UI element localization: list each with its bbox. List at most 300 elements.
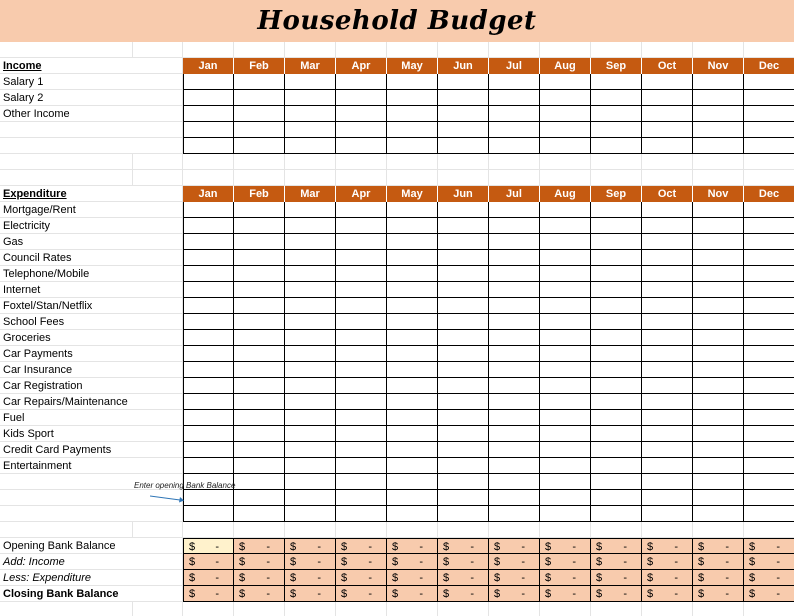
expenditure-oct-cell[interactable] — [642, 458, 693, 474]
income-sep-cell[interactable] — [591, 138, 642, 154]
expenditure-sep-cell[interactable] — [591, 458, 642, 474]
expenditure-mar-cell[interactable] — [285, 458, 336, 474]
expenditure-nov-cell[interactable] — [693, 330, 744, 346]
expenditure-aug-cell[interactable] — [540, 426, 591, 442]
blank-cell[interactable] — [693, 522, 744, 538]
expenditure-aug-cell[interactable] — [540, 282, 591, 298]
expenditure-feb-cell[interactable] — [234, 314, 285, 330]
expenditure-jun-cell[interactable] — [438, 442, 489, 458]
expenditure-mar-cell[interactable] — [285, 314, 336, 330]
income-apr-cell[interactable] — [336, 122, 387, 138]
expenditure-oct-cell[interactable] — [642, 346, 693, 362]
expenditure-jan-cell[interactable] — [183, 266, 234, 282]
expenditure-sep-cell[interactable] — [591, 394, 642, 410]
blank-cell[interactable] — [489, 42, 540, 58]
expenditure-dec-cell[interactable] — [744, 426, 794, 442]
income-dec-cell[interactable] — [744, 74, 794, 90]
blank-cell[interactable] — [744, 154, 794, 170]
blank-cell[interactable] — [693, 42, 744, 58]
balance-apr-cell[interactable] — [336, 538, 387, 554]
expenditure-jun-cell[interactable] — [438, 202, 489, 218]
income-jul-cell[interactable] — [489, 74, 540, 90]
expenditure-jan-cell[interactable] — [183, 490, 234, 506]
income-jan-cell[interactable] — [183, 106, 234, 122]
expenditure-mar-cell[interactable] — [285, 394, 336, 410]
expenditure-may-cell[interactable] — [387, 314, 438, 330]
expenditure-sep-cell[interactable] — [591, 298, 642, 314]
expenditure-may-cell[interactable] — [387, 202, 438, 218]
expenditure-apr-cell[interactable] — [336, 506, 387, 522]
expenditure-aug-cell[interactable] — [540, 490, 591, 506]
blank-cell[interactable] — [0, 170, 133, 186]
income-jun-cell[interactable] — [438, 90, 489, 106]
income-aug-cell[interactable] — [540, 138, 591, 154]
income-feb-cell[interactable] — [234, 122, 285, 138]
income-may-cell[interactable] — [387, 90, 438, 106]
income-aug-cell[interactable] — [540, 90, 591, 106]
blank-cell[interactable] — [0, 42, 133, 58]
expenditure-nov-cell[interactable] — [693, 218, 744, 234]
expenditure-mar-cell[interactable] — [285, 330, 336, 346]
blank-cell[interactable] — [438, 522, 489, 538]
blank-cell[interactable] — [540, 170, 591, 186]
expenditure-feb-cell[interactable] — [234, 410, 285, 426]
expenditure-sep-cell[interactable] — [591, 202, 642, 218]
expenditure-nov-cell[interactable] — [693, 282, 744, 298]
blank-cell[interactable] — [438, 602, 489, 616]
expenditure-feb-cell[interactable] — [234, 346, 285, 362]
expenditure-jan-cell[interactable] — [183, 250, 234, 266]
expenditure-mar-cell[interactable] — [285, 218, 336, 234]
expenditure-jul-cell[interactable] — [489, 346, 540, 362]
blank-cell[interactable] — [744, 602, 794, 616]
income-mar-cell[interactable] — [285, 138, 336, 154]
balance-jun-cell[interactable] — [438, 538, 489, 554]
income-oct-cell[interactable] — [642, 74, 693, 90]
expenditure-mar-cell[interactable] — [285, 346, 336, 362]
blank-cell[interactable] — [234, 522, 285, 538]
expenditure-mar-cell[interactable] — [285, 298, 336, 314]
income-nov-cell[interactable] — [693, 106, 744, 122]
income-jul-cell[interactable] — [489, 90, 540, 106]
expenditure-feb-cell[interactable] — [234, 202, 285, 218]
expenditure-apr-cell[interactable] — [336, 330, 387, 346]
expenditure-apr-cell[interactable] — [336, 266, 387, 282]
expenditure-apr-cell[interactable] — [336, 298, 387, 314]
income-feb-cell[interactable] — [234, 106, 285, 122]
blank-cell[interactable] — [489, 522, 540, 538]
expenditure-oct-cell[interactable] — [642, 362, 693, 378]
income-jun-cell[interactable] — [438, 74, 489, 90]
income-jan-cell[interactable] — [183, 122, 234, 138]
income-apr-cell[interactable] — [336, 106, 387, 122]
expenditure-aug-cell[interactable] — [540, 298, 591, 314]
income-dec-cell[interactable] — [744, 90, 794, 106]
expenditure-may-cell[interactable] — [387, 474, 438, 490]
expenditure-nov-cell[interactable] — [693, 490, 744, 506]
expenditure-jul-cell[interactable] — [489, 490, 540, 506]
expenditure-jul-cell[interactable] — [489, 378, 540, 394]
expenditure-apr-cell[interactable] — [336, 202, 387, 218]
expenditure-sep-cell[interactable] — [591, 314, 642, 330]
expenditure-dec-cell[interactable] — [744, 282, 794, 298]
blank-cell[interactable] — [234, 170, 285, 186]
expenditure-may-cell[interactable] — [387, 378, 438, 394]
blank-cell[interactable] — [234, 154, 285, 170]
expenditure-feb-cell[interactable] — [234, 458, 285, 474]
income-mar-cell[interactable] — [285, 74, 336, 90]
expenditure-apr-cell[interactable] — [336, 346, 387, 362]
balance-nov-cell[interactable] — [693, 538, 744, 554]
expenditure-oct-cell[interactable] — [642, 202, 693, 218]
expenditure-feb-cell[interactable] — [234, 394, 285, 410]
expenditure-dec-cell[interactable] — [744, 218, 794, 234]
expenditure-sep-cell[interactable] — [591, 442, 642, 458]
blank-cell[interactable] — [133, 154, 183, 170]
expenditure-may-cell[interactable] — [387, 218, 438, 234]
expenditure-sep-cell[interactable] — [591, 362, 642, 378]
blank-cell[interactable] — [285, 522, 336, 538]
income-jan-cell[interactable] — [183, 74, 234, 90]
expenditure-jul-cell[interactable] — [489, 218, 540, 234]
expenditure-mar-cell[interactable] — [285, 426, 336, 442]
expenditure-feb-cell[interactable] — [234, 506, 285, 522]
expenditure-dec-cell[interactable] — [744, 202, 794, 218]
expenditure-dec-cell[interactable] — [744, 490, 794, 506]
expenditure-oct-cell[interactable] — [642, 218, 693, 234]
expenditure-jan-cell[interactable] — [183, 410, 234, 426]
expenditure-may-cell[interactable] — [387, 362, 438, 378]
expenditure-jun-cell[interactable] — [438, 314, 489, 330]
expenditure-mar-cell[interactable] — [285, 234, 336, 250]
expenditure-dec-cell[interactable] — [744, 298, 794, 314]
expenditure-apr-cell[interactable] — [336, 458, 387, 474]
expenditure-jan-cell[interactable] — [183, 506, 234, 522]
expenditure-dec-cell[interactable] — [744, 378, 794, 394]
expenditure-jun-cell[interactable] — [438, 346, 489, 362]
blank-cell[interactable] — [744, 522, 794, 538]
expenditure-mar-cell[interactable] — [285, 474, 336, 490]
expenditure-apr-cell[interactable] — [336, 250, 387, 266]
income-apr-cell[interactable] — [336, 138, 387, 154]
blank-cell[interactable] — [642, 154, 693, 170]
blank-cell[interactable] — [540, 42, 591, 58]
expenditure-jun-cell[interactable] — [438, 250, 489, 266]
expenditure-sep-cell[interactable] — [591, 330, 642, 346]
expenditure-feb-cell[interactable] — [234, 442, 285, 458]
income-dec-cell[interactable] — [744, 122, 794, 138]
expenditure-oct-cell[interactable] — [642, 442, 693, 458]
blank-cell[interactable] — [133, 602, 183, 616]
expenditure-aug-cell[interactable] — [540, 458, 591, 474]
expenditure-sep-cell[interactable] — [591, 474, 642, 490]
expenditure-aug-cell[interactable] — [540, 330, 591, 346]
expenditure-sep-cell[interactable] — [591, 426, 642, 442]
expenditure-mar-cell[interactable] — [285, 378, 336, 394]
blank-cell[interactable] — [0, 602, 133, 616]
expenditure-apr-cell[interactable] — [336, 234, 387, 250]
income-oct-cell[interactable] — [642, 106, 693, 122]
expenditure-feb-cell[interactable] — [234, 282, 285, 298]
blank-cell[interactable] — [336, 42, 387, 58]
expenditure-mar-cell[interactable] — [285, 410, 336, 426]
expenditure-apr-cell[interactable] — [336, 426, 387, 442]
expenditure-mar-cell[interactable] — [285, 506, 336, 522]
income-may-cell[interactable] — [387, 122, 438, 138]
income-mar-cell[interactable] — [285, 122, 336, 138]
expenditure-jun-cell[interactable] — [438, 426, 489, 442]
blank-cell[interactable] — [183, 602, 234, 616]
expenditure-dec-cell[interactable] — [744, 346, 794, 362]
expenditure-aug-cell[interactable] — [540, 474, 591, 490]
expenditure-may-cell[interactable] — [387, 458, 438, 474]
expenditure-jan-cell[interactable] — [183, 394, 234, 410]
blank-cell[interactable] — [285, 602, 336, 616]
expenditure-apr-cell[interactable] — [336, 314, 387, 330]
expenditure-aug-cell[interactable] — [540, 234, 591, 250]
blank-cell[interactable] — [489, 602, 540, 616]
income-nov-cell[interactable] — [693, 90, 744, 106]
expenditure-nov-cell[interactable] — [693, 234, 744, 250]
expenditure-may-cell[interactable] — [387, 506, 438, 522]
blank-cell[interactable] — [591, 170, 642, 186]
blank-cell[interactable] — [438, 154, 489, 170]
income-mar-cell[interactable] — [285, 90, 336, 106]
expenditure-nov-cell[interactable] — [693, 266, 744, 282]
expenditure-feb-cell[interactable] — [234, 266, 285, 282]
income-oct-cell[interactable] — [642, 90, 693, 106]
expenditure-dec-cell[interactable] — [744, 314, 794, 330]
expenditure-jul-cell[interactable] — [489, 298, 540, 314]
expenditure-mar-cell[interactable] — [285, 266, 336, 282]
expenditure-jun-cell[interactable] — [438, 410, 489, 426]
blank-cell[interactable] — [183, 170, 234, 186]
blank-cell[interactable] — [387, 170, 438, 186]
blank-cell[interactable] — [133, 522, 183, 538]
expenditure-jan-cell[interactable] — [183, 346, 234, 362]
expenditure-feb-cell[interactable] — [234, 218, 285, 234]
balance-may-cell[interactable] — [387, 538, 438, 554]
blank-cell[interactable] — [591, 42, 642, 58]
expenditure-jul-cell[interactable] — [489, 474, 540, 490]
income-sep-cell[interactable] — [591, 90, 642, 106]
expenditure-may-cell[interactable] — [387, 394, 438, 410]
expenditure-nov-cell[interactable] — [693, 378, 744, 394]
blank-cell[interactable] — [234, 42, 285, 58]
expenditure-jun-cell[interactable] — [438, 474, 489, 490]
income-feb-cell[interactable] — [234, 90, 285, 106]
expenditure-oct-cell[interactable] — [642, 330, 693, 346]
blank-cell[interactable] — [744, 42, 794, 58]
income-nov-cell[interactable] — [693, 122, 744, 138]
blank-cell[interactable] — [540, 154, 591, 170]
expenditure-jul-cell[interactable] — [489, 234, 540, 250]
expenditure-may-cell[interactable] — [387, 410, 438, 426]
balance-aug-cell[interactable] — [540, 538, 591, 554]
income-may-cell[interactable] — [387, 138, 438, 154]
blank-cell[interactable] — [693, 170, 744, 186]
income-oct-cell[interactable] — [642, 138, 693, 154]
blank-cell[interactable] — [387, 154, 438, 170]
income-jul-cell[interactable] — [489, 106, 540, 122]
income-sep-cell[interactable] — [591, 106, 642, 122]
blank-cell[interactable] — [183, 522, 234, 538]
expenditure-jul-cell[interactable] — [489, 362, 540, 378]
balance-oct-cell[interactable] — [642, 538, 693, 554]
expenditure-jul-cell[interactable] — [489, 506, 540, 522]
expenditure-dec-cell[interactable] — [744, 506, 794, 522]
expenditure-jan-cell[interactable] — [183, 298, 234, 314]
income-feb-cell[interactable] — [234, 74, 285, 90]
income-jul-cell[interactable] — [489, 122, 540, 138]
income-dec-cell[interactable] — [744, 106, 794, 122]
income-jun-cell[interactable] — [438, 106, 489, 122]
expenditure-mar-cell[interactable] — [285, 250, 336, 266]
expenditure-jun-cell[interactable] — [438, 330, 489, 346]
expenditure-mar-cell[interactable] — [285, 442, 336, 458]
blank-cell[interactable] — [133, 42, 183, 58]
blank-cell[interactable] — [387, 522, 438, 538]
expenditure-sep-cell[interactable] — [591, 282, 642, 298]
blank-cell[interactable] — [285, 170, 336, 186]
blank-cell[interactable] — [285, 154, 336, 170]
expenditure-dec-cell[interactable] — [744, 458, 794, 474]
expenditure-sep-cell[interactable] — [591, 266, 642, 282]
expenditure-aug-cell[interactable] — [540, 250, 591, 266]
expenditure-oct-cell[interactable] — [642, 282, 693, 298]
expenditure-may-cell[interactable] — [387, 426, 438, 442]
blank-cell[interactable] — [0, 154, 133, 170]
expenditure-apr-cell[interactable] — [336, 218, 387, 234]
expenditure-feb-cell[interactable] — [234, 298, 285, 314]
blank-cell[interactable] — [0, 522, 133, 538]
blank-cell[interactable] — [591, 154, 642, 170]
blank-cell[interactable] — [234, 602, 285, 616]
blank-cell[interactable] — [489, 170, 540, 186]
expenditure-jul-cell[interactable] — [489, 282, 540, 298]
expenditure-oct-cell[interactable] — [642, 298, 693, 314]
expenditure-nov-cell[interactable] — [693, 394, 744, 410]
expenditure-nov-cell[interactable] — [693, 426, 744, 442]
expenditure-may-cell[interactable] — [387, 346, 438, 362]
blank-cell[interactable] — [183, 42, 234, 58]
expenditure-apr-cell[interactable] — [336, 362, 387, 378]
income-may-cell[interactable] — [387, 106, 438, 122]
expenditure-apr-cell[interactable] — [336, 474, 387, 490]
expenditure-oct-cell[interactable] — [642, 250, 693, 266]
expenditure-feb-cell[interactable] — [234, 250, 285, 266]
blank-cell[interactable] — [133, 170, 183, 186]
expenditure-feb-cell[interactable] — [234, 474, 285, 490]
expenditure-nov-cell[interactable] — [693, 410, 744, 426]
expenditure-sep-cell[interactable] — [591, 506, 642, 522]
expenditure-jun-cell[interactable] — [438, 266, 489, 282]
expenditure-nov-cell[interactable] — [693, 314, 744, 330]
expenditure-sep-cell[interactable] — [591, 378, 642, 394]
expenditure-jun-cell[interactable] — [438, 362, 489, 378]
expenditure-jul-cell[interactable] — [489, 426, 540, 442]
expenditure-dec-cell[interactable] — [744, 330, 794, 346]
income-mar-cell[interactable] — [285, 106, 336, 122]
expenditure-sep-cell[interactable] — [591, 234, 642, 250]
expenditure-apr-cell[interactable] — [336, 490, 387, 506]
blank-cell[interactable] — [540, 522, 591, 538]
expenditure-oct-cell[interactable] — [642, 426, 693, 442]
blank-cell[interactable] — [540, 602, 591, 616]
expenditure-may-cell[interactable] — [387, 442, 438, 458]
expenditure-oct-cell[interactable] — [642, 394, 693, 410]
balance-dec-cell[interactable] — [744, 538, 794, 554]
expenditure-nov-cell[interactable] — [693, 474, 744, 490]
expenditure-feb-cell[interactable] — [234, 362, 285, 378]
expenditure-dec-cell[interactable] — [744, 474, 794, 490]
expenditure-aug-cell[interactable] — [540, 410, 591, 426]
expenditure-jan-cell[interactable] — [183, 426, 234, 442]
expenditure-sep-cell[interactable] — [591, 410, 642, 426]
blank-cell[interactable] — [336, 170, 387, 186]
expenditure-jun-cell[interactable] — [438, 394, 489, 410]
expenditure-apr-cell[interactable] — [336, 442, 387, 458]
expenditure-may-cell[interactable] — [387, 234, 438, 250]
expenditure-aug-cell[interactable] — [540, 378, 591, 394]
expenditure-nov-cell[interactable] — [693, 362, 744, 378]
expenditure-sep-cell[interactable] — [591, 218, 642, 234]
expenditure-jan-cell[interactable] — [183, 218, 234, 234]
expenditure-aug-cell[interactable] — [540, 394, 591, 410]
expenditure-sep-cell[interactable] — [591, 346, 642, 362]
expenditure-feb-cell[interactable] — [234, 330, 285, 346]
income-sep-cell[interactable] — [591, 122, 642, 138]
expenditure-aug-cell[interactable] — [540, 346, 591, 362]
expenditure-aug-cell[interactable] — [540, 314, 591, 330]
expenditure-jan-cell[interactable] — [183, 442, 234, 458]
expenditure-jul-cell[interactable] — [489, 250, 540, 266]
blank-cell[interactable] — [642, 602, 693, 616]
expenditure-jan-cell[interactable] — [183, 330, 234, 346]
expenditure-oct-cell[interactable] — [642, 474, 693, 490]
expenditure-nov-cell[interactable] — [693, 346, 744, 362]
blank-cell[interactable] — [642, 42, 693, 58]
expenditure-aug-cell[interactable] — [540, 362, 591, 378]
expenditure-nov-cell[interactable] — [693, 250, 744, 266]
expenditure-aug-cell[interactable] — [540, 266, 591, 282]
expenditure-oct-cell[interactable] — [642, 314, 693, 330]
expenditure-jan-cell[interactable] — [183, 282, 234, 298]
expenditure-may-cell[interactable] — [387, 266, 438, 282]
expenditure-nov-cell[interactable] — [693, 298, 744, 314]
expenditure-aug-cell[interactable] — [540, 442, 591, 458]
expenditure-nov-cell[interactable] — [693, 458, 744, 474]
expenditure-jul-cell[interactable] — [489, 266, 540, 282]
expenditure-jul-cell[interactable] — [489, 202, 540, 218]
expenditure-jan-cell[interactable] — [183, 362, 234, 378]
expenditure-jun-cell[interactable] — [438, 506, 489, 522]
expenditure-may-cell[interactable] — [387, 490, 438, 506]
expenditure-nov-cell[interactable] — [693, 442, 744, 458]
blank-cell[interactable] — [387, 602, 438, 616]
income-nov-cell[interactable] — [693, 74, 744, 90]
expenditure-sep-cell[interactable] — [591, 250, 642, 266]
expenditure-mar-cell[interactable] — [285, 202, 336, 218]
income-dec-cell[interactable] — [744, 138, 794, 154]
expenditure-nov-cell[interactable] — [693, 202, 744, 218]
expenditure-dec-cell[interactable] — [744, 442, 794, 458]
expenditure-apr-cell[interactable] — [336, 282, 387, 298]
income-aug-cell[interactable] — [540, 122, 591, 138]
expenditure-oct-cell[interactable] — [642, 490, 693, 506]
expenditure-jan-cell[interactable] — [183, 378, 234, 394]
income-jul-cell[interactable] — [489, 138, 540, 154]
